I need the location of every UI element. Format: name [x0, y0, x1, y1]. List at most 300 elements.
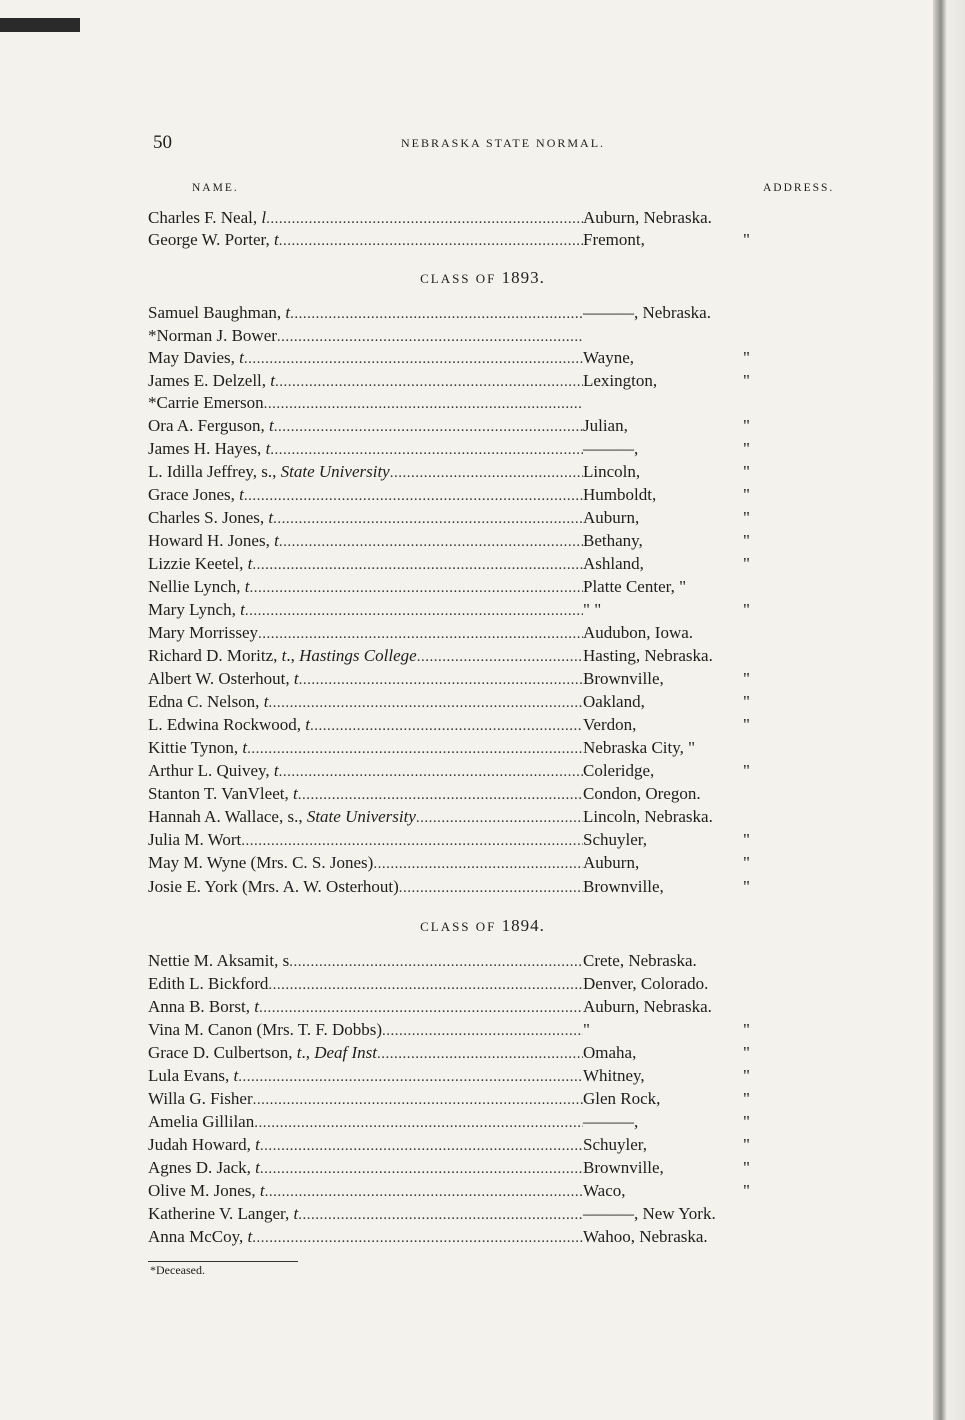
entry-address	[583, 1134, 853, 1156]
entry-city: Auburn, Nebraska.	[583, 208, 712, 227]
list-item	[148, 302, 853, 324]
entry-state	[743, 302, 853, 324]
entry-city: Lincoln, Nebraska.	[583, 807, 713, 826]
entry-address	[583, 438, 853, 460]
list-item	[148, 783, 853, 805]
entry-city: Ashland,	[583, 554, 644, 573]
section-heading-1893: CLASS OF 1893.	[420, 268, 545, 287]
list-item	[148, 829, 853, 851]
entry-name	[148, 1226, 252, 1248]
entry-name-text: Grace Jones,	[148, 485, 240, 504]
entry-address	[583, 1019, 853, 1041]
entry-address	[583, 1226, 853, 1248]
leader-dots	[250, 576, 583, 598]
entry-state: "	[743, 485, 750, 504]
entry-dept: t	[255, 1158, 260, 1177]
entry-state	[743, 783, 853, 805]
entry-city: Coleridge,	[583, 761, 655, 780]
entry-name-text: *Norman J. Bower	[148, 326, 277, 345]
entry-name	[148, 599, 245, 621]
list-item	[148, 325, 853, 347]
entry-dept: t	[259, 1181, 265, 1200]
entry-dept: t	[273, 761, 279, 780]
entry-name-text: Nellie Lynch,	[148, 577, 245, 596]
entry-institution: Hastings College	[299, 646, 417, 665]
entry-name-text: Anna B. Borst,	[148, 997, 255, 1016]
entry-dept: t	[268, 508, 274, 527]
entry-address	[583, 599, 853, 621]
entry-address	[583, 1180, 853, 1202]
entry-city: Humboldt,	[583, 485, 657, 504]
entry-dept: t	[255, 1135, 260, 1154]
entry-city: Hasting, Nebraska.	[583, 646, 713, 665]
entry-name-text: Edna C. Nelson,	[148, 692, 264, 711]
leader-dots	[244, 347, 583, 369]
list-item	[148, 370, 853, 392]
entry-name	[148, 737, 247, 759]
entry-name	[148, 1065, 238, 1087]
list-item	[148, 553, 853, 575]
entry-dept: t	[242, 738, 248, 757]
leader-dots	[273, 507, 583, 529]
entry-state: "	[743, 853, 750, 872]
entry-name	[148, 714, 310, 736]
list-item	[148, 484, 853, 506]
entry-city	[583, 325, 743, 347]
entry-state: "	[743, 1135, 750, 1154]
list-item	[148, 760, 853, 782]
entry-name	[148, 461, 390, 483]
entry-name	[148, 576, 250, 598]
entry-name	[148, 1157, 260, 1179]
entry-address	[583, 1111, 853, 1133]
entry-address	[583, 347, 853, 369]
leader-dots	[416, 806, 583, 828]
leader-dots	[373, 852, 583, 874]
entry-name-text: Mary Lynch,	[148, 600, 241, 619]
list-item	[148, 1065, 853, 1087]
entry-sep: .,	[286, 646, 300, 665]
leader-dots	[390, 461, 583, 483]
list-item	[148, 691, 853, 713]
entry-state: "	[743, 554, 750, 573]
entry-dept: t	[293, 1204, 299, 1223]
entry-name	[148, 438, 270, 460]
entry-name	[148, 950, 289, 972]
footnote: *Deceased.	[150, 1263, 205, 1277]
entry-name-text: Charles F. Neal,	[148, 208, 262, 227]
list-item	[148, 530, 853, 552]
leader-dots	[264, 392, 583, 414]
entry-state: "	[743, 531, 750, 550]
entry-city: "	[583, 1020, 590, 1039]
entry-state: "	[743, 715, 750, 734]
entry-state	[743, 392, 853, 414]
entry-dept: l	[261, 208, 267, 227]
entry-name	[148, 760, 279, 782]
entry-name	[148, 347, 244, 369]
entry-address	[583, 783, 853, 805]
list-item	[148, 1042, 853, 1064]
list-item	[148, 207, 853, 229]
entry-name	[148, 1134, 260, 1156]
list-item	[148, 1111, 853, 1133]
entry-state: "	[743, 348, 750, 367]
leader-dots	[399, 876, 583, 898]
entry-address	[583, 302, 853, 324]
leader-dots	[254, 1111, 583, 1133]
entry-dept: t	[265, 439, 271, 458]
entry-address	[583, 370, 853, 392]
leader-dots	[417, 645, 583, 667]
list-item	[148, 1134, 853, 1156]
entry-address	[583, 950, 853, 972]
entry-name-text: Vina M. Canon (Mrs. T. F. Dobbs)	[148, 1020, 383, 1039]
entry-name	[148, 1019, 382, 1041]
entry-name	[148, 783, 298, 805]
entry-name	[148, 229, 279, 251]
entry-name	[148, 207, 266, 229]
leader-dots	[298, 783, 583, 805]
entry-name-text: Amelia Gillilan	[148, 1112, 255, 1131]
list-item	[148, 229, 853, 251]
leader-dots	[299, 668, 583, 690]
entry-name-text: Albert W. Osterhout,	[148, 669, 294, 688]
entry-state: "	[743, 877, 750, 896]
list-item	[148, 806, 853, 828]
entry-city: Brownville,	[583, 877, 664, 896]
entry-name-text: L. Edwina Rockwood,	[148, 715, 306, 734]
entry-dept: t	[285, 303, 291, 322]
entry-state	[743, 576, 853, 598]
entry-address	[583, 229, 853, 251]
entry-dept: t	[240, 600, 245, 619]
entry-city: ———, New York.	[583, 1204, 716, 1223]
entry-address	[583, 392, 853, 414]
entry-name-text: George W. Porter,	[148, 230, 275, 249]
list-item	[148, 973, 853, 995]
entry-address	[583, 691, 853, 713]
entry-name-text: Howard H. Jones,	[148, 531, 275, 550]
list-item	[148, 852, 853, 874]
leader-dots	[238, 1065, 583, 1087]
entry-state: "	[743, 439, 750, 458]
entry-name-text: Mary Morrissey	[148, 623, 259, 642]
leader-dots	[266, 207, 583, 229]
entry-address	[583, 530, 853, 552]
entry-name	[148, 325, 277, 347]
entry-city: Bethany,	[583, 531, 643, 550]
list-item	[148, 950, 853, 972]
section-heading-1894: CLASS OF 1894.	[420, 916, 545, 935]
list-item	[148, 415, 853, 437]
entry-name	[148, 484, 244, 506]
entry-name	[148, 507, 273, 529]
entry-dept: t	[274, 230, 279, 249]
entry-name-text: James H. Hayes,	[148, 439, 266, 458]
entry-name	[148, 1180, 265, 1202]
entry-dept: t	[254, 997, 259, 1016]
entry-city: Whitney,	[583, 1066, 645, 1085]
list-item	[148, 996, 853, 1018]
entry-state: "	[743, 600, 750, 619]
column-header-address: ADDRESS.	[763, 182, 835, 194]
entry-name-text: Katherine V. Langer,	[148, 1204, 294, 1223]
entry-city: Platte Center, "	[583, 577, 687, 596]
entry-name-text: Hannah A. Wallace, s.,	[148, 807, 307, 826]
entry-address	[583, 714, 853, 736]
entry-city: Nebraska City, "	[583, 738, 696, 757]
entry-dept: t	[269, 416, 274, 435]
entry-address	[583, 507, 853, 529]
entry-name-text: Arthur L. Quivey,	[148, 761, 274, 780]
entry-city: ———,	[583, 1112, 639, 1131]
entry-state: "	[743, 1181, 750, 1200]
list-item	[148, 347, 853, 369]
list-item	[148, 737, 853, 759]
entry-dept: t	[233, 1066, 239, 1085]
entry-state: "	[743, 830, 750, 849]
entry-dept: t	[239, 485, 244, 504]
list-item	[148, 1226, 853, 1248]
entry-name-text: Anna McCoy,	[148, 1227, 248, 1246]
entry-dept: t	[292, 784, 298, 803]
entry-address	[583, 1042, 853, 1064]
entry-name	[148, 1203, 298, 1225]
leader-dots	[265, 1180, 583, 1202]
leader-dots	[245, 599, 583, 621]
entry-city: Condon, Oregon.	[583, 784, 701, 803]
entry-name	[148, 1042, 377, 1064]
running-title: NEBRASKA STATE NORMAL.	[400, 136, 606, 150]
entry-name-text: Judah Howard,	[148, 1135, 256, 1154]
list-item	[148, 1203, 853, 1225]
entry-name-text: *Carrie Emerson	[148, 393, 264, 412]
entry-name	[148, 668, 299, 690]
leader-dots	[260, 1134, 583, 1156]
entry-address	[583, 852, 853, 874]
entry-name-text: Ora A. Ferguson,	[148, 416, 270, 435]
entry-state: "	[743, 1066, 750, 1085]
entry-city: Crete, Nebraska.	[583, 951, 697, 970]
entry-city: " "	[583, 600, 602, 619]
entry-city: Wahoo, Nebraska.	[583, 1227, 708, 1246]
entry-name	[148, 1111, 254, 1133]
entry-name	[148, 370, 275, 392]
list-item	[148, 1019, 853, 1041]
entry-state: "	[743, 1089, 750, 1108]
entry-name-text: L. Idilla Jeffrey, s.,	[148, 462, 281, 481]
entry-city: Verdon,	[583, 715, 637, 734]
leader-dots	[382, 1019, 583, 1041]
entry-state: "	[743, 1158, 750, 1177]
entry-name-text: Nettie M. Aksamit, s	[148, 951, 290, 970]
entry-name	[148, 876, 399, 898]
entry-address	[583, 1203, 853, 1225]
entry-dept: t	[247, 1227, 253, 1246]
entry-dept: t	[270, 371, 275, 390]
entry-institution: State University	[280, 462, 390, 481]
leader-dots	[275, 370, 583, 392]
entry-address	[583, 737, 853, 759]
entry-state	[743, 737, 853, 759]
entry-state	[743, 325, 853, 347]
entry-dept: t	[296, 1043, 302, 1062]
entry-name-text: Lula Evans,	[148, 1066, 234, 1085]
entry-city: Waco,	[583, 1181, 626, 1200]
entry-address	[583, 461, 853, 483]
entry-name-text: Olive M. Jones,	[148, 1181, 260, 1200]
entry-city: Brownville,	[583, 1158, 664, 1177]
entry-name	[148, 645, 417, 667]
entry-dept: t	[247, 554, 253, 573]
list-item	[148, 668, 853, 690]
entry-address	[583, 1088, 853, 1110]
entry-state	[743, 973, 853, 995]
entry-city	[583, 392, 743, 414]
entry-city: Glen Rock,	[583, 1089, 661, 1108]
entry-address	[583, 576, 853, 598]
entry-state	[743, 1203, 853, 1225]
entry-name-text: Stanton T. VanVleet,	[148, 784, 293, 803]
leader-dots	[289, 950, 583, 972]
list-item	[148, 392, 853, 414]
list-item	[148, 1180, 853, 1202]
list-item	[148, 507, 853, 529]
entry-name	[148, 852, 373, 874]
entry-name	[148, 302, 290, 324]
entry-state: "	[743, 230, 750, 249]
entry-address	[583, 996, 853, 1018]
entry-state	[743, 622, 853, 644]
entry-city: Schuyler,	[583, 1135, 647, 1154]
entry-name	[148, 553, 252, 575]
entry-city: Brownville,	[583, 669, 664, 688]
entry-state: "	[743, 1112, 750, 1131]
entry-name-text: Richard D. Moritz,	[148, 646, 282, 665]
entry-city: Oakland,	[583, 692, 645, 711]
list-item	[148, 714, 853, 736]
entry-dept: t	[281, 646, 287, 665]
entry-dept: t	[305, 715, 310, 734]
entry-city: Auburn,	[583, 853, 640, 872]
entry-dept: t	[263, 692, 269, 711]
entry-dept: t	[239, 348, 244, 367]
column-header-name: NAME.	[192, 182, 239, 194]
entry-name	[148, 415, 274, 437]
entry-address	[583, 553, 853, 575]
entry-name	[148, 973, 268, 995]
entry-name-text: Grace D. Culbertson,	[148, 1043, 297, 1062]
entry-name-text: Kittie Tynon,	[148, 738, 243, 757]
entry-city: Audubon, Iowa.	[583, 623, 694, 642]
entry-state: "	[743, 761, 750, 780]
entry-city: Omaha,	[583, 1043, 637, 1062]
list-item	[148, 645, 853, 667]
entry-address	[583, 668, 853, 690]
list-item	[148, 599, 853, 621]
leader-dots	[268, 691, 583, 713]
entry-institution: Deaf Inst	[314, 1043, 377, 1062]
leader-dots	[253, 1088, 583, 1110]
entry-name-text: Charles S. Jones,	[148, 508, 269, 527]
entry-name	[148, 392, 264, 414]
entry-address	[583, 1157, 853, 1179]
entry-city: Julian,	[583, 416, 628, 435]
entry-city: Auburn, Nebraska.	[583, 997, 712, 1016]
entry-dept: t	[293, 669, 299, 688]
entry-city: Wayne,	[583, 348, 635, 367]
entry-address	[583, 876, 853, 898]
entry-name-text: May M. Wyne (Mrs. C. S. Jones)	[148, 853, 374, 872]
leader-dots	[310, 714, 583, 736]
entry-address	[583, 415, 853, 437]
leader-dots	[268, 973, 583, 995]
entry-address	[583, 622, 853, 644]
entry-name-text: Willa G. Fisher	[148, 1089, 253, 1108]
entry-address	[583, 760, 853, 782]
entry-name-text: Edith L. Bickford	[148, 974, 269, 993]
entry-name	[148, 691, 268, 713]
entry-city: Schuyler,	[583, 830, 647, 849]
entry-address	[583, 207, 853, 229]
leader-dots	[274, 415, 583, 437]
entry-state: "	[743, 1043, 750, 1062]
entry-city: Lexington,	[583, 371, 658, 390]
entry-name-text: Agnes D. Jack,	[148, 1158, 256, 1177]
entry-state: "	[743, 416, 750, 435]
entry-state: "	[743, 669, 750, 688]
entry-dept: t	[274, 531, 279, 550]
entry-name-text: Julia M. Wort	[148, 830, 242, 849]
entry-address	[583, 806, 853, 828]
footnote-rule	[148, 1261, 298, 1262]
entry-state: "	[743, 1020, 750, 1039]
entry-city: ———, Nebraska.	[583, 303, 711, 322]
entry-state	[743, 996, 853, 1018]
page-number: 50	[153, 132, 172, 153]
entry-name	[148, 806, 416, 828]
entry-state: "	[743, 692, 750, 711]
leader-dots	[247, 737, 583, 759]
entry-address	[583, 645, 853, 667]
entry-address	[583, 829, 853, 851]
entry-institution: State University	[306, 807, 416, 826]
entry-address	[583, 973, 853, 995]
leader-dots	[270, 438, 583, 460]
entry-address	[583, 325, 853, 347]
entry-name	[148, 1088, 253, 1110]
entry-name-text: James E. Delzell,	[148, 371, 271, 390]
list-item	[148, 876, 853, 898]
entry-name-text: May Davies,	[148, 348, 240, 367]
leader-dots	[241, 829, 583, 851]
list-item	[148, 622, 853, 644]
entry-address	[583, 1065, 853, 1087]
leader-dots	[377, 1042, 583, 1064]
list-item	[148, 461, 853, 483]
leader-dots	[259, 996, 583, 1018]
entry-name	[148, 829, 241, 851]
entry-state	[743, 806, 853, 828]
leader-dots	[252, 1226, 583, 1248]
entry-name-text: Samuel Baughman,	[148, 303, 286, 322]
entry-name	[148, 996, 259, 1018]
leader-dots	[290, 302, 583, 324]
entry-state: "	[743, 371, 750, 390]
entry-name	[148, 622, 258, 644]
list-item	[148, 576, 853, 598]
